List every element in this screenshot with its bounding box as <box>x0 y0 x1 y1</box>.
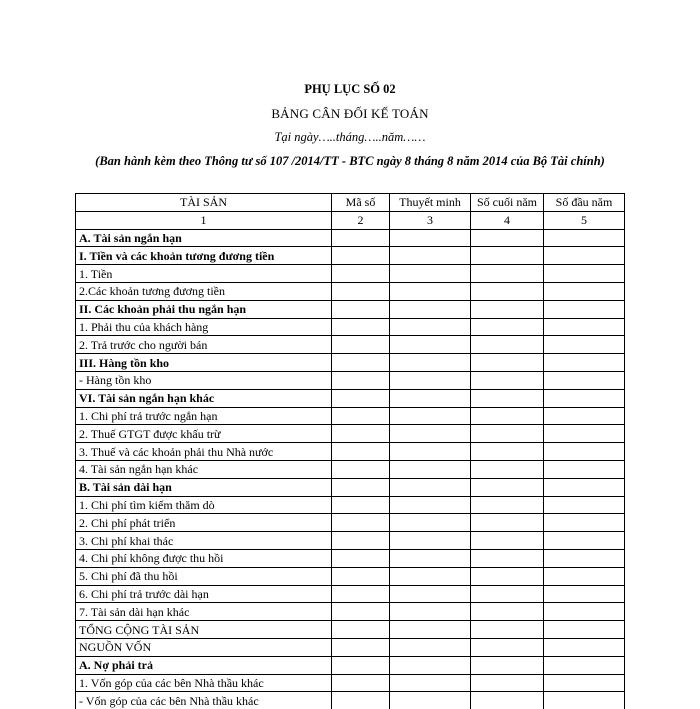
notes-cell <box>390 621 471 639</box>
code-cell <box>332 371 390 389</box>
year-start-cell <box>544 478 625 496</box>
table-row <box>76 336 625 354</box>
notes-cell <box>390 371 471 389</box>
table-row <box>76 389 625 407</box>
code-cell <box>332 407 390 425</box>
code-cell <box>332 549 390 567</box>
code-cell <box>332 389 390 407</box>
row-label: 4. Tài sản ngắn hạn khác <box>76 460 332 478</box>
notes-cell <box>390 514 471 532</box>
year-end-cell <box>471 300 544 318</box>
year-start-cell <box>544 585 625 603</box>
year-start-cell <box>544 318 625 336</box>
code-cell <box>332 567 390 585</box>
notes-cell <box>390 354 471 372</box>
year-start-cell <box>544 692 625 709</box>
year-end-cell <box>471 567 544 585</box>
table-row <box>76 621 625 639</box>
balance-sheet-table <box>75 193 625 709</box>
column-header-notes: Thuyết minh <box>390 194 471 212</box>
row-label: 2.Các khoản tương đương tiền <box>76 282 332 300</box>
row-label: 1. Tiền <box>76 265 332 283</box>
year-end-cell <box>471 318 544 336</box>
year-end-cell <box>471 585 544 603</box>
year-start-cell <box>544 638 625 656</box>
issuance-note: (Ban hành kèm theo Thông tư số 107 /2014/TT - BTC ngày 8 tháng 8 năm 2014 của Bộ Tài chính) <box>95 154 605 168</box>
table-row <box>76 300 625 318</box>
column-number: 4 <box>471 211 544 229</box>
row-label: 3. Chi phí khai thác <box>76 532 332 550</box>
table-header-row <box>76 194 625 212</box>
year-start-cell <box>544 549 625 567</box>
year-end-cell <box>471 354 544 372</box>
notes-cell <box>390 585 471 603</box>
notes-cell <box>390 300 471 318</box>
year-end-cell <box>471 532 544 550</box>
table-row <box>76 496 625 514</box>
year-end-cell <box>471 247 544 265</box>
column-number-row <box>76 211 625 229</box>
year-end-cell <box>471 265 544 283</box>
row-label: 2. Thuế GTGT được khấu trừ <box>76 425 332 443</box>
year-start-cell <box>544 460 625 478</box>
code-cell <box>332 496 390 514</box>
table-row <box>76 532 625 550</box>
year-start-cell <box>544 514 625 532</box>
table-row <box>76 443 625 461</box>
code-cell <box>332 674 390 692</box>
year-end-cell <box>471 638 544 656</box>
year-end-cell <box>471 514 544 532</box>
notes-cell <box>390 656 471 674</box>
year-start-cell <box>544 229 625 247</box>
code-cell <box>332 514 390 532</box>
notes-cell <box>390 336 471 354</box>
row-label: 1. Chi phí trả trước ngắn hạn <box>76 407 332 425</box>
table-row <box>76 229 625 247</box>
year-start-cell <box>544 354 625 372</box>
table-row <box>76 567 625 585</box>
year-start-cell <box>544 621 625 639</box>
row-label: 1. Phải thu của khách hàng <box>76 318 332 336</box>
notes-cell <box>390 478 471 496</box>
row-label: VI. Tài sản ngắn hạn khác <box>76 389 332 407</box>
notes-cell <box>390 674 471 692</box>
code-cell <box>332 585 390 603</box>
code-cell <box>332 354 390 372</box>
notes-cell <box>390 443 471 461</box>
table-row <box>76 318 625 336</box>
year-end-cell <box>471 692 544 709</box>
row-label: I. Tiền và các khoản tương đương tiền <box>76 247 332 265</box>
row-label: 2. Chi phí phát triển <box>76 514 332 532</box>
table-row <box>76 656 625 674</box>
year-start-cell <box>544 282 625 300</box>
row-label: 2. Trả trước cho người bán <box>76 336 332 354</box>
row-label: A. Nợ phải trả <box>76 656 332 674</box>
document-title: BẢNG CÂN ĐỐI KẾ TOÁN <box>271 106 429 121</box>
table-row <box>76 460 625 478</box>
table-row <box>76 478 625 496</box>
code-cell <box>332 621 390 639</box>
table-row <box>76 371 625 389</box>
notes-cell <box>390 229 471 247</box>
column-header-code: Mã số <box>332 194 390 212</box>
table-row <box>76 354 625 372</box>
row-label: 6. Chi phí trả trước dài hạn <box>76 585 332 603</box>
year-start-cell <box>544 603 625 621</box>
row-label: - Hàng tồn kho <box>76 371 332 389</box>
code-cell <box>332 229 390 247</box>
year-end-cell <box>471 443 544 461</box>
year-end-cell <box>471 282 544 300</box>
table-row <box>76 282 625 300</box>
row-label: TỔNG CỘNG TÀI SẢN <box>76 621 332 639</box>
notes-cell <box>390 265 471 283</box>
row-label: 5. Chi phí đã thu hồi <box>76 567 332 585</box>
table-row <box>76 549 625 567</box>
code-cell <box>332 460 390 478</box>
year-start-cell <box>544 656 625 674</box>
year-end-cell <box>471 621 544 639</box>
column-header-year-end: Số cuối năm <box>471 194 544 212</box>
year-end-cell <box>471 549 544 567</box>
year-end-cell <box>471 674 544 692</box>
year-start-cell <box>544 425 625 443</box>
notes-cell <box>390 496 471 514</box>
year-end-cell <box>471 229 544 247</box>
table-row <box>76 247 625 265</box>
year-end-cell <box>471 478 544 496</box>
row-label: 1. Vốn góp của các bên Nhà thầu khác <box>76 674 332 692</box>
code-cell <box>332 443 390 461</box>
notes-cell <box>390 318 471 336</box>
code-cell <box>332 638 390 656</box>
code-cell <box>332 425 390 443</box>
notes-cell <box>390 425 471 443</box>
column-number: 5 <box>544 211 625 229</box>
code-cell <box>332 265 390 283</box>
table-row <box>76 585 625 603</box>
year-end-cell <box>471 496 544 514</box>
notes-cell <box>390 567 471 585</box>
year-end-cell <box>471 460 544 478</box>
year-start-cell <box>544 336 625 354</box>
column-number: 3 <box>390 211 471 229</box>
notes-cell <box>390 282 471 300</box>
row-label: NGUỒN VỐN <box>76 638 332 656</box>
year-start-cell <box>544 247 625 265</box>
year-start-cell <box>544 567 625 585</box>
code-cell <box>332 336 390 354</box>
notes-cell <box>390 692 471 709</box>
table-row <box>76 407 625 425</box>
year-start-cell <box>544 265 625 283</box>
code-cell <box>332 603 390 621</box>
row-label: 4. Chi phí không được thu hồi <box>76 549 332 567</box>
table-row <box>76 638 625 656</box>
code-cell <box>332 247 390 265</box>
year-start-cell <box>544 532 625 550</box>
year-start-cell <box>544 443 625 461</box>
notes-cell <box>390 247 471 265</box>
year-end-cell <box>471 336 544 354</box>
column-number: 2 <box>332 211 390 229</box>
year-end-cell <box>471 371 544 389</box>
year-end-cell <box>471 425 544 443</box>
code-cell <box>332 532 390 550</box>
code-cell <box>332 282 390 300</box>
notes-cell <box>390 460 471 478</box>
table-row <box>76 425 625 443</box>
code-cell <box>332 692 390 709</box>
year-start-cell <box>544 300 625 318</box>
column-header-assets: TÀI SẢN <box>76 194 332 212</box>
row-label: 3. Thuế và các khoản phải thu Nhà nước <box>76 443 332 461</box>
code-cell <box>332 300 390 318</box>
code-cell <box>332 318 390 336</box>
year-end-cell <box>471 603 544 621</box>
code-cell <box>332 478 390 496</box>
row-label: A. Tài sản ngắn hạn <box>76 229 332 247</box>
row-label: - Vốn góp của các bên Nhà thầu khác <box>76 692 332 709</box>
table-body <box>76 229 625 709</box>
row-label: 7. Tài sản dài hạn khác <box>76 603 332 621</box>
code-cell <box>332 656 390 674</box>
table-row <box>76 603 625 621</box>
row-label: 1. Chi phí tìm kiếm thăm dò <box>76 496 332 514</box>
date-line: Tại ngày…..tháng…..năm…… <box>274 130 426 144</box>
notes-cell <box>390 532 471 550</box>
notes-cell <box>390 603 471 621</box>
year-start-cell <box>544 407 625 425</box>
year-start-cell <box>544 389 625 407</box>
year-start-cell <box>544 674 625 692</box>
table-row <box>76 674 625 692</box>
row-label: B. Tài sản dài hạn <box>76 478 332 496</box>
table-row <box>76 692 625 709</box>
column-number: 1 <box>76 211 332 229</box>
notes-cell <box>390 389 471 407</box>
year-end-cell <box>471 656 544 674</box>
table-row <box>76 514 625 532</box>
year-start-cell <box>544 371 625 389</box>
row-label: III. Hàng tồn kho <box>76 354 332 372</box>
column-header-year-start: Số đầu năm <box>544 194 625 212</box>
appendix-label: PHỤ LỤC SỐ 02 <box>304 82 396 96</box>
year-end-cell <box>471 407 544 425</box>
row-label: II. Các khoản phải thu ngắn hạn <box>76 300 332 318</box>
year-start-cell <box>544 496 625 514</box>
notes-cell <box>390 407 471 425</box>
notes-cell <box>390 549 471 567</box>
year-end-cell <box>471 389 544 407</box>
notes-cell <box>390 638 471 656</box>
table-row <box>76 265 625 283</box>
